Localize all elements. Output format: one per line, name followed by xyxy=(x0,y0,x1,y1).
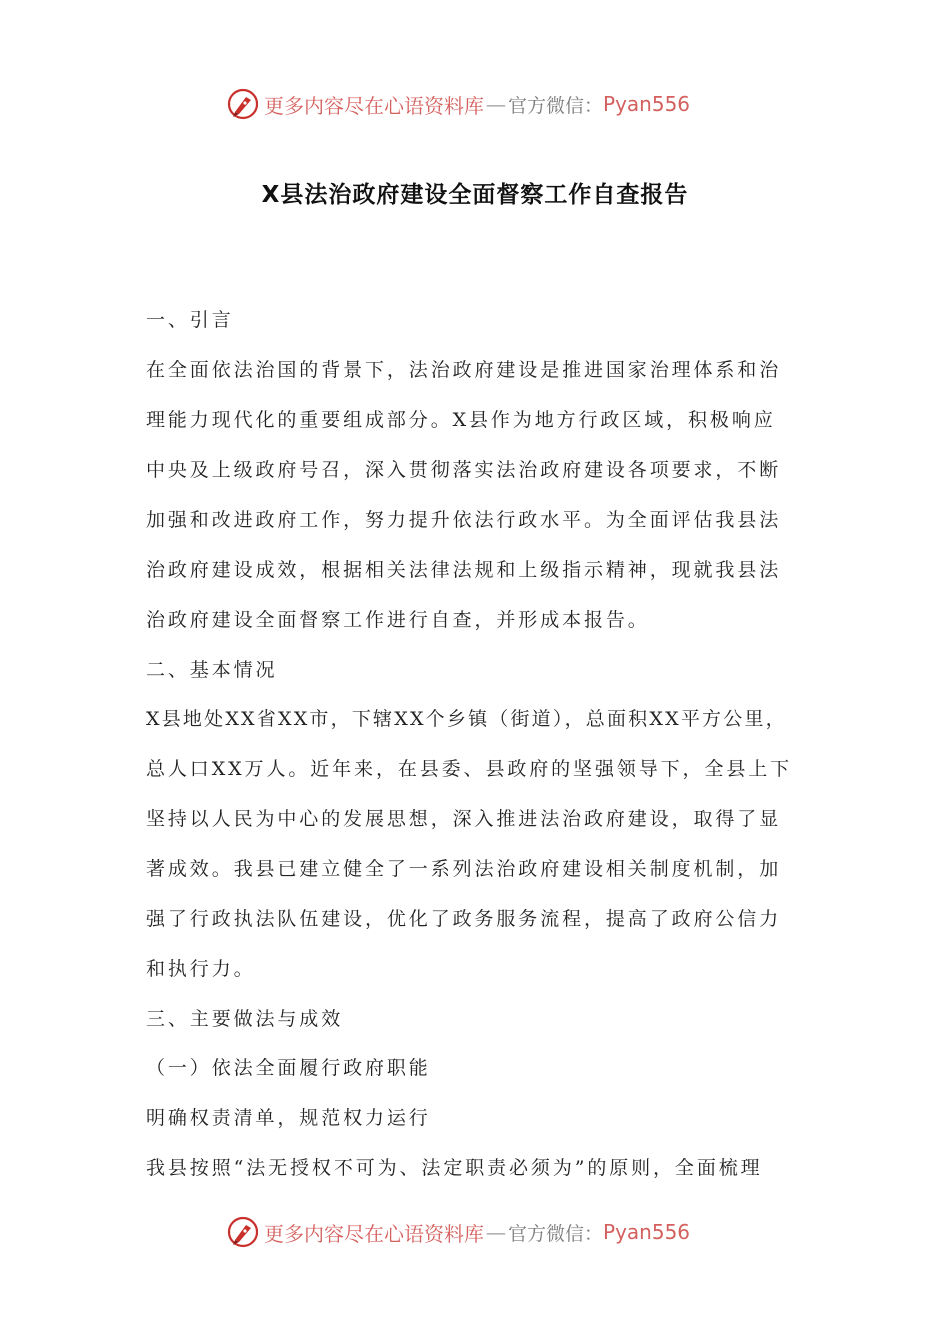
watermark-wechat-id: Pyan556 xyxy=(603,92,691,116)
pen-nib-logo-icon xyxy=(226,87,260,121)
section-heading-intro: 一、引言 xyxy=(146,309,234,331)
watermark-main-text: 更多内容尽在心语资料库 xyxy=(264,93,484,118)
watermark-sub-text: 官方微信： xyxy=(508,1222,604,1245)
section-heading-practices: 三、主要做法与成效 xyxy=(146,1008,344,1030)
body-line: 我县按照“法无授权不可为、法定职责必须为”的原则，全面梳理 xyxy=(146,1157,763,1179)
document-title: X县法治政府建设全面督察工作自查报告 xyxy=(261,182,689,208)
watermark-sub-text: 官方微信： xyxy=(508,94,604,117)
body-line: 总人口XX万人。近年来，在县委、县政府的坚强领导下，全县上下 xyxy=(146,758,793,780)
pen-nib-logo-icon xyxy=(226,1215,260,1249)
body-line: X县地处XX省XX市，下辖XX个乡镇（街道），总面积XX平方公里， xyxy=(146,708,787,730)
body-line: 治政府建设全面督察工作进行自查，并形成本报告。 xyxy=(146,609,650,631)
body-line: 强了行政执法队伍建设，优化了政务服务流程，提高了政府公信力 xyxy=(146,908,782,930)
watermark-dash: — xyxy=(486,92,506,116)
body-line: 治政府建设成效，根据相关法律法规和上级指示精神，现就我县法 xyxy=(146,559,782,581)
watermark-banner-bottom xyxy=(226,1212,690,1252)
watermark-main-text: 更多内容尽在心语资料库 xyxy=(264,1221,484,1246)
body-line: 坚持以人民为中心的发展思想，深入推进法治政府建设，取得了显 xyxy=(146,808,782,830)
body-line: 加强和改进政府工作，努力提升依法行政水平。为全面评估我县法 xyxy=(146,509,782,531)
body-line: 中央及上级政府号召，深入贯彻落实法治政府建设各项要求，不断 xyxy=(146,459,782,481)
watermark-banner-top xyxy=(226,84,690,124)
section-heading-basic: 二、基本情况 xyxy=(146,659,278,681)
watermark-wechat-id: Pyan556 xyxy=(603,1220,691,1244)
body-line: 和执行力。 xyxy=(146,958,256,980)
subsection-heading: （一）依法全面履行政府职能 xyxy=(146,1057,431,1079)
body-line: 著成效。我县已建立健全了一系列法治政府建设相关制度机制，加 xyxy=(146,858,782,880)
body-line: 理能力现代化的重要组成部分。X县作为地方行政区域，积极响应 xyxy=(146,409,776,431)
body-line: 在全面依法治国的背景下，法治政府建设是推进国家治理体系和治 xyxy=(146,359,782,381)
body-line: 明确权责清单，规范权力运行 xyxy=(146,1107,431,1129)
watermark-dash: — xyxy=(486,1220,506,1244)
